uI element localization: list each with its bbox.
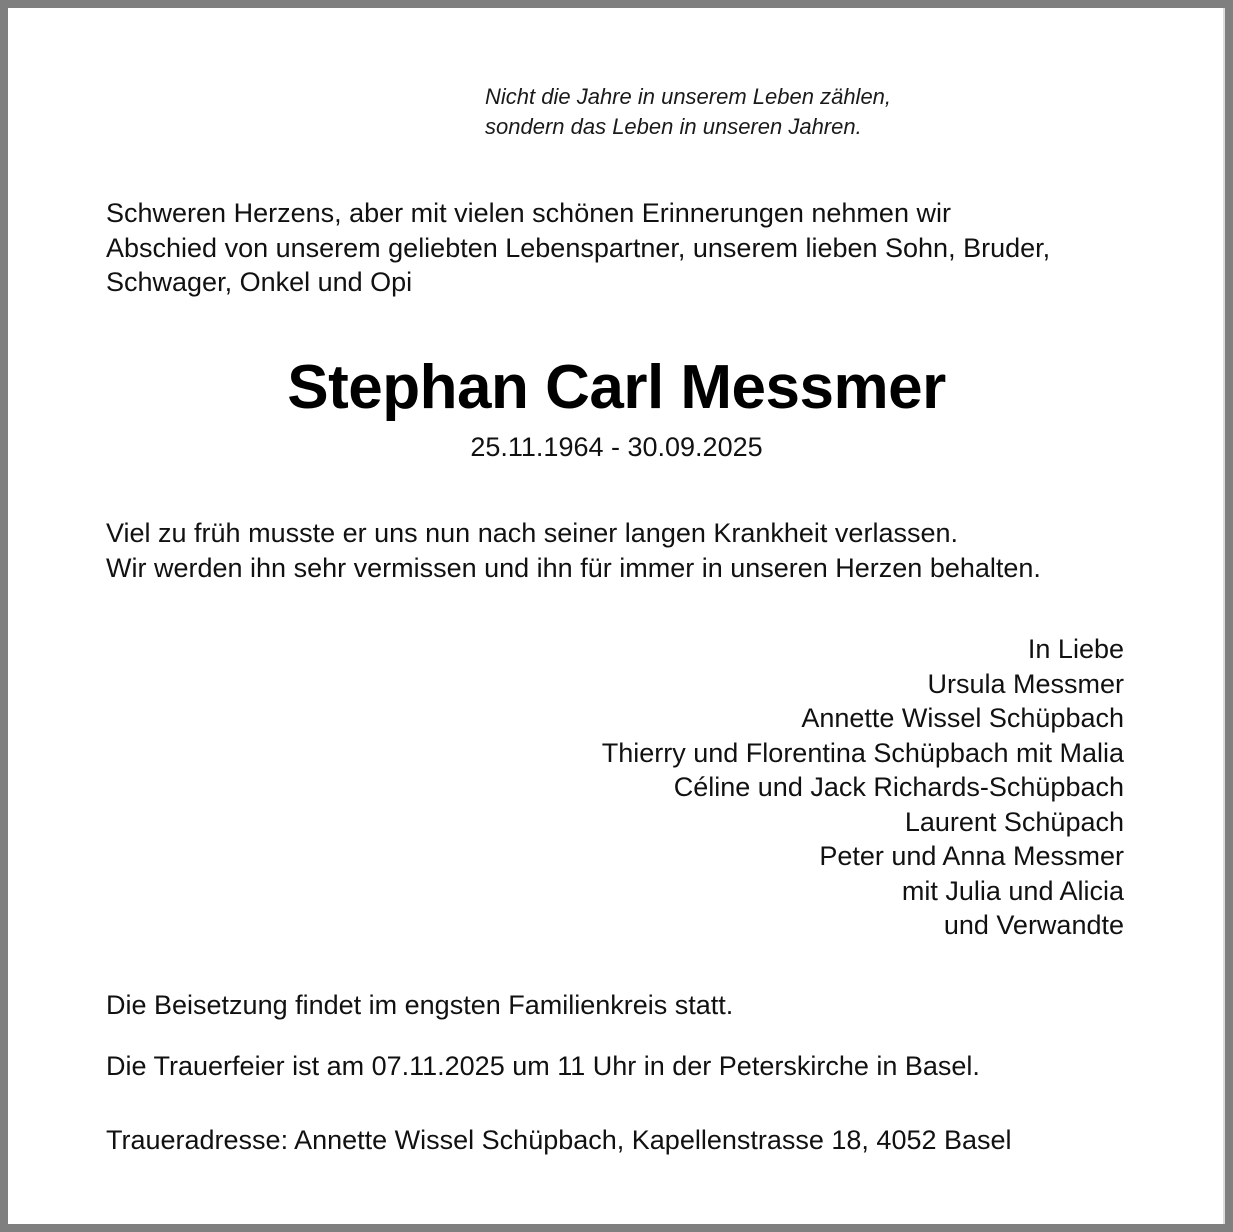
mourners-list <box>602 632 1124 943</box>
ceremony-notice: Die Trauerfeier ist am 07.11.2025 um 11 Uhr in der Peterskirche in Basel. <box>106 1051 980 1081</box>
intro-line: Abschied von unserem geliebten Lebenspartner, unserem lieben Sohn, Bruder, <box>106 232 1051 263</box>
motto-quote <box>485 82 891 142</box>
intro-line: Schweren Herzens, aber mit vielen schönen Erinnerungen nehmen wir <box>106 198 951 228</box>
life-dates: 25.11.1964 - 30.09.2025 <box>470 432 763 462</box>
intro-text <box>106 196 1136 300</box>
deceased-name: Stephan Carl Messmer <box>287 353 946 422</box>
mourner-line: Thierry und Florentina Schüpbach mit Malia <box>601 737 1124 768</box>
mourner-line: Peter und Anna Messmer <box>819 841 1124 871</box>
mourner-line: Annette Wissel Schüpbach <box>801 703 1124 733</box>
mourner-line: Laurent Schüpach <box>904 806 1124 837</box>
farewell-message <box>106 516 1041 586</box>
mourner-line: Ursula Messmer <box>927 668 1124 699</box>
mourner-line: mit Julia und Alicia <box>901 875 1124 906</box>
motto-line: Nicht die Jahre in unserem Leben zählen, <box>485 84 892 109</box>
motto-line: sondern das Leben in unseren Jahren. <box>485 114 862 139</box>
mourning-address: Traueradresse: Annette Wissel Schüpbach, Kapellenstrasse 18, 4052 Basel <box>106 1125 1012 1155</box>
burial-notice: Die Beisetzung findet im engsten Familienkreis statt. <box>106 990 734 1020</box>
intro-line: Schwager, Onkel und Opi <box>106 267 413 297</box>
mourner-line: In Liebe <box>1027 634 1124 664</box>
obituary-page <box>8 8 1225 1224</box>
message-line: Wir werden ihn sehr vermissen und ihn für immer in unseren Herzen behalten. <box>106 553 1041 583</box>
message-line: Viel zu früh musste er uns nun nach seiner langen Krankheit verlassen. <box>106 518 958 548</box>
mourner-line: Céline und Jack Richards-Schüpbach <box>673 772 1124 802</box>
mourner-line: und Verwandte <box>943 910 1124 940</box>
